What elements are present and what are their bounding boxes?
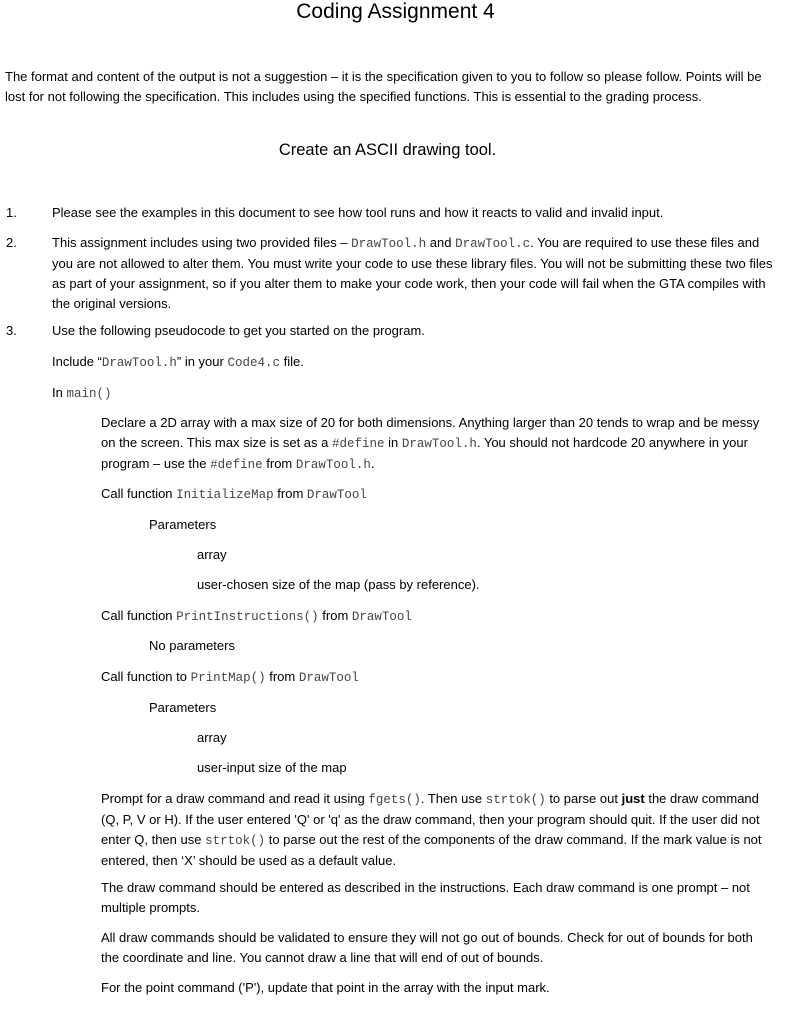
main-line: In main() [52, 385, 112, 401]
code-span: DrawTool.h [351, 237, 427, 251]
code-span: Code4.c [227, 356, 280, 370]
parameters-label: Parameters [149, 700, 217, 715]
code-span: #define [210, 458, 263, 472]
declare-paragraph: Declare a 2D array with a max size of 20 for both dimensions. Anything larger than 20 tends to wrap and be messy on the screen. This max size is set as a #define in DrawTool.h. You should not hardcode 20 anywhere in your program – use the #define from DrawTool.h. [101, 415, 760, 472]
no-parameters-label: No parameters [149, 638, 235, 653]
code-span: #define [331, 437, 385, 451]
call-print-map: Call function to PrintMap() from DrawTool [101, 669, 359, 685]
include-line: Include “DrawTool.h” in your Code4.c file. [52, 354, 304, 370]
code-span: DrawTool [298, 671, 359, 685]
item-1-text: Please see the examples in this document to see how tool runs and how it reacts to valid and invalid input. [52, 205, 664, 220]
code-span: DrawTool.h [401, 437, 477, 451]
prompt-paragraph: Prompt for a draw command and read it using fgets(). Then use strtok() to parse out just the draw command (Q, P, V or H). If the user entered 'Q' or 'q' as the draw command, then your program should quit. If the user did not enter Q, then use strtok() to parse out the rest of the components of the draw command. If the mark value is not entered, then ‘X’ should be used as a default value. [101, 791, 762, 868]
intro-paragraph: The format and content of the output is not a suggestion – it is the specification given to you to follow so please follow. Points will be lost for not following the specification. This includes using the specified functions. This is essential to the grading process. [5, 69, 762, 104]
one-prompt-paragraph: The draw command should be entered as described in the instructions. Each draw command is one prompt – not multiple prompts. [101, 880, 750, 915]
param-size: user-input size of the map [197, 760, 347, 775]
code-span: InitializeMap [176, 488, 274, 502]
item-2-text: This assignment includes using two provided files – DrawTool.h and DrawTool.c. You are required to use these files and you are not allowed to alter them. You must write your code to use these library files. You will not be submitting these two files as part of your assignment, so if you alter them to make your code work, then your code will fail when the GTA compiles with the original versions. [52, 235, 773, 311]
code-span: PrintMap() [190, 671, 266, 685]
param-size: user-chosen size of the map (pass by reference). [197, 577, 480, 592]
code-span: strtok() [205, 834, 266, 848]
code-span: main() [66, 387, 112, 401]
code-span: fgets() [368, 793, 421, 807]
item-number: 3. [6, 323, 17, 338]
param-array: array [197, 547, 227, 562]
parameters-label: Parameters [149, 517, 217, 532]
emphasis: just [621, 791, 645, 806]
point-command-paragraph: For the point command ('P'), update that point in the array with the input mark. [101, 980, 550, 995]
item-number: 1. [6, 205, 17, 220]
code-span: strtok() [485, 793, 546, 807]
code-span: DrawTool.c [455, 237, 531, 251]
document-subtitle: Create an ASCII drawing tool. [278, 141, 497, 159]
code-span: DrawTool.h [295, 458, 371, 472]
code-span: PrintInstructions() [176, 610, 319, 624]
code-span: DrawTool [306, 488, 367, 502]
validation-paragraph: All draw commands should be validated to ensure they will not go out of bounds. Check for out of bounds for both the coordinate and line. You cannot draw a line that will end of out of bounds. [101, 930, 753, 965]
call-initialize-map: Call function InitializeMap from DrawTool [101, 486, 367, 502]
call-print-instructions: Call function PrintInstructions() from DrawTool [101, 608, 412, 624]
param-array: array [197, 730, 227, 745]
item-3-text: Use the following pseudocode to get you started on the program. [52, 323, 425, 338]
item-number: 2. [6, 235, 17, 250]
code-span: DrawTool.h [101, 356, 177, 370]
document-title: Coding Assignment 4 [296, 0, 495, 23]
code-span: DrawTool [351, 610, 412, 624]
